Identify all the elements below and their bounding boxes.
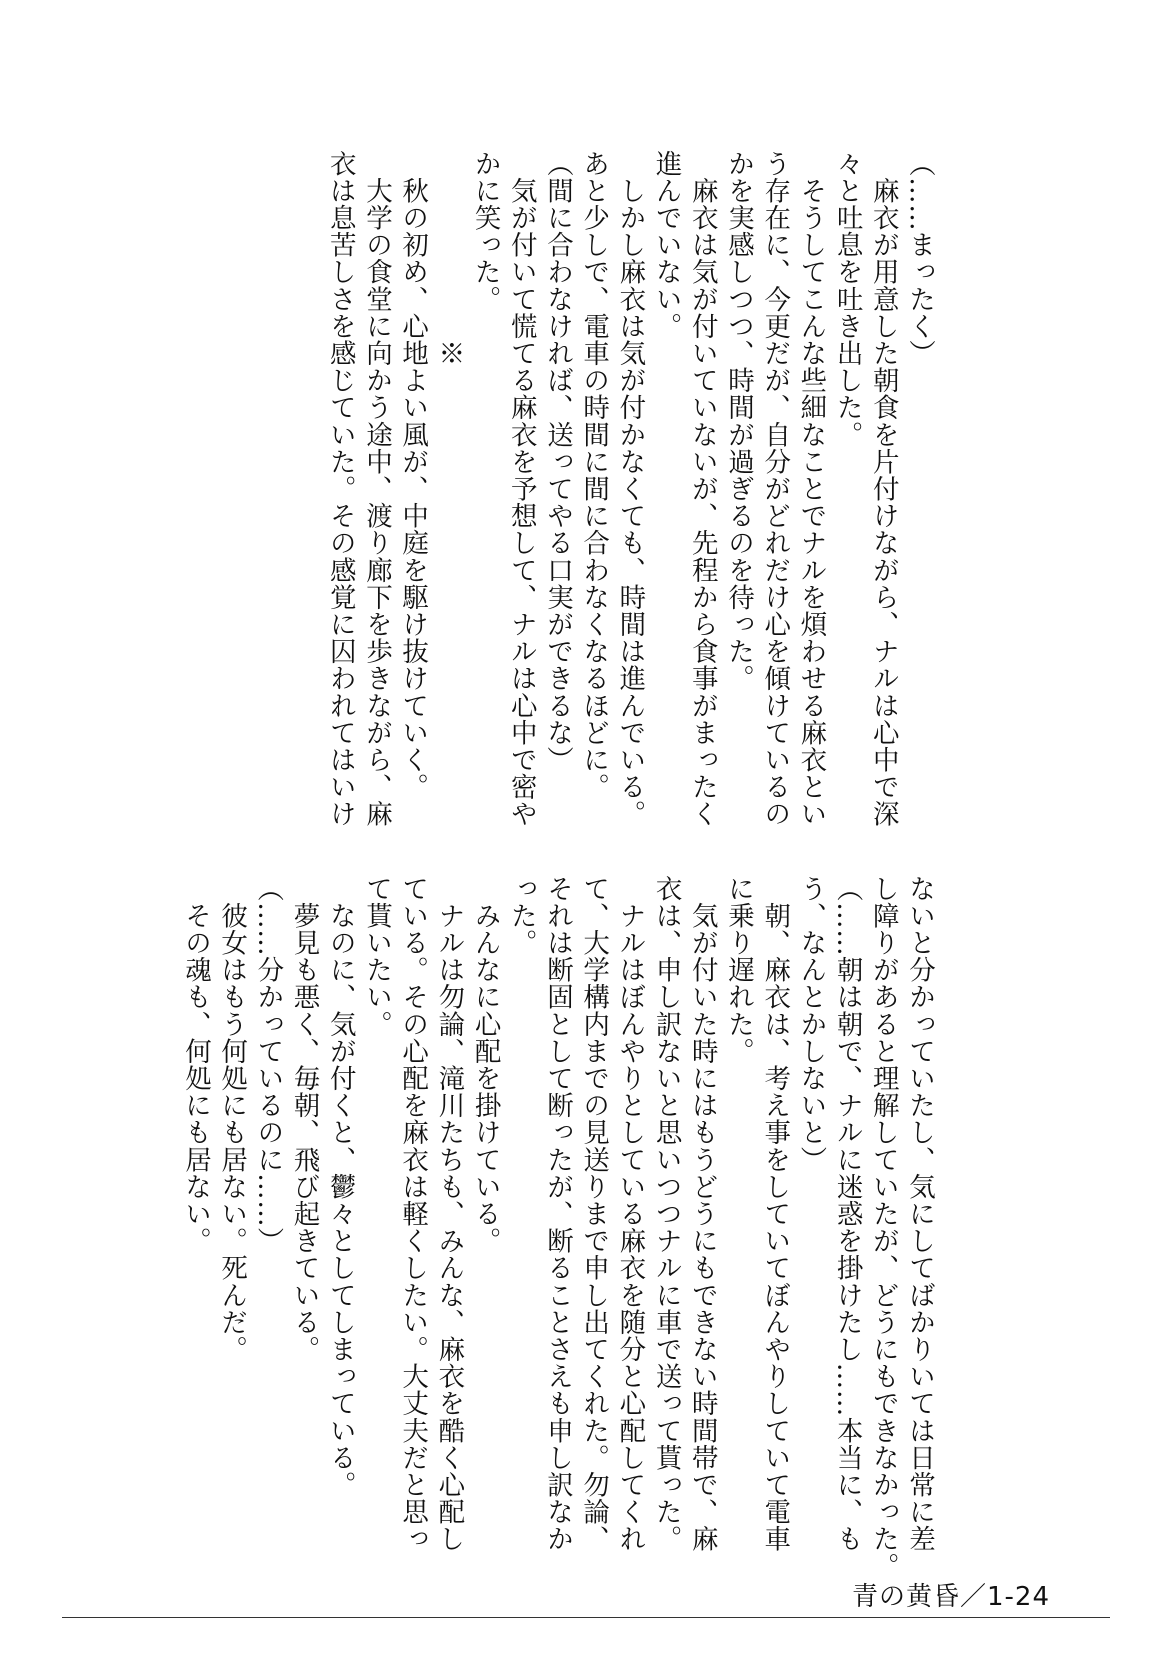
text-line: 進んでいない。 [650,150,682,340]
section-break-mark: ※ [433,150,465,367]
text-line: 麻衣が用意した朝食を片付けながら、ナルは心中で深 [867,150,899,828]
text-line: 夢見も悪く、毎朝、飛び起きている。 [288,875,320,1363]
text-line: 衣は息苦しさを感じていた。その感覚に囚われてはいけ [324,150,356,828]
text-line: った。 [505,875,537,957]
text-line: 々と吐息を吐き出した。 [831,150,863,449]
text-line: 朝、麻衣は、考え事をしていてぼんやりしていて電車 [759,875,791,1553]
text-line: （……分かっているのに……） [252,875,284,1255]
text-line: （……朝は朝で、ナルに迷惑を掛けたし……本当に、も [831,875,863,1553]
text-line: それは断固として断ったが、断ることさえも申し訳なか [541,875,573,1553]
text-line: しかし麻衣は気が付かなくても、時間は進んでいる。 [614,150,646,828]
text-line: あと少しで、電車の時間に間に合わなくなるほどに。 [578,150,610,801]
text-line: みんなに心配を掛けている。 [469,875,501,1255]
page-footer-title: 青の黄昏／1-24 [851,1582,1050,1612]
text-line: かを実感しつつ、時間が過ぎるのを待った。 [722,150,754,692]
text-line: なのに、気が付くと、鬱々としてしまっている。 [324,875,356,1499]
text-line: 麻衣は気が付いていないが、先程から食事がまったく [686,150,718,828]
text-line: う存在に、今更だが、自分がどれだけ心を傾けているの [759,150,791,828]
text-line: て貰いたい。 [360,875,392,1038]
text-line: 気が付いた時にはもうどうにもできない時間帯で、麻 [686,875,718,1553]
text-line: 秋の初め、心地よい風が、中庭を駆け抜けていく。 [397,150,429,801]
text-line: て、大学構内までの見送りまで申し出てくれた。勿論、 [578,875,610,1553]
text-line: ている。その心配を麻衣は軽くしたい。大丈夫だと思っ [397,875,429,1553]
text-line: に乗り遅れた。 [722,875,754,1065]
text-line: そうしてこんな些細なことでナルを煩わせる麻衣とい [795,150,827,828]
text-line: ナルは勿論、滝川たちも、みんな、麻衣を酷く心配し [433,875,465,1553]
text-line: う、なんとかしないと） [795,875,827,1174]
text-line: し障りがあると理解していたが、どうにもできなかった。 [867,875,899,1580]
text-line: ないと分かっていたし、気にしてばかりいては日常に差 [904,875,935,1553]
text-line: 衣は、申し訳ないと思いつつナルに車で送って貰った。 [650,875,682,1553]
upper-text-block [195,150,937,828]
footer-divider [62,1617,1110,1618]
text-line: かに笑った。 [469,150,501,313]
text-line: 彼女はもう何処にも居ない。死んだ。 [216,875,248,1363]
lower-text-block [179,875,937,1580]
text-line: 気が付いて慌てる麻衣を予想して、ナルは心中で密や [505,150,537,828]
text-line: ナルはぼんやりとしている麻衣を随分と心配してくれ [614,875,646,1553]
text-line: （……まったく） [904,150,935,367]
text-line: （間に合わなければ、送ってやる口実ができるな） [541,150,573,774]
text-line: 大学の食堂に向かう途中、渡り廊下を歩きながら、麻 [360,150,392,828]
text-line: その魂も、何処にも居ない。 [179,875,211,1255]
